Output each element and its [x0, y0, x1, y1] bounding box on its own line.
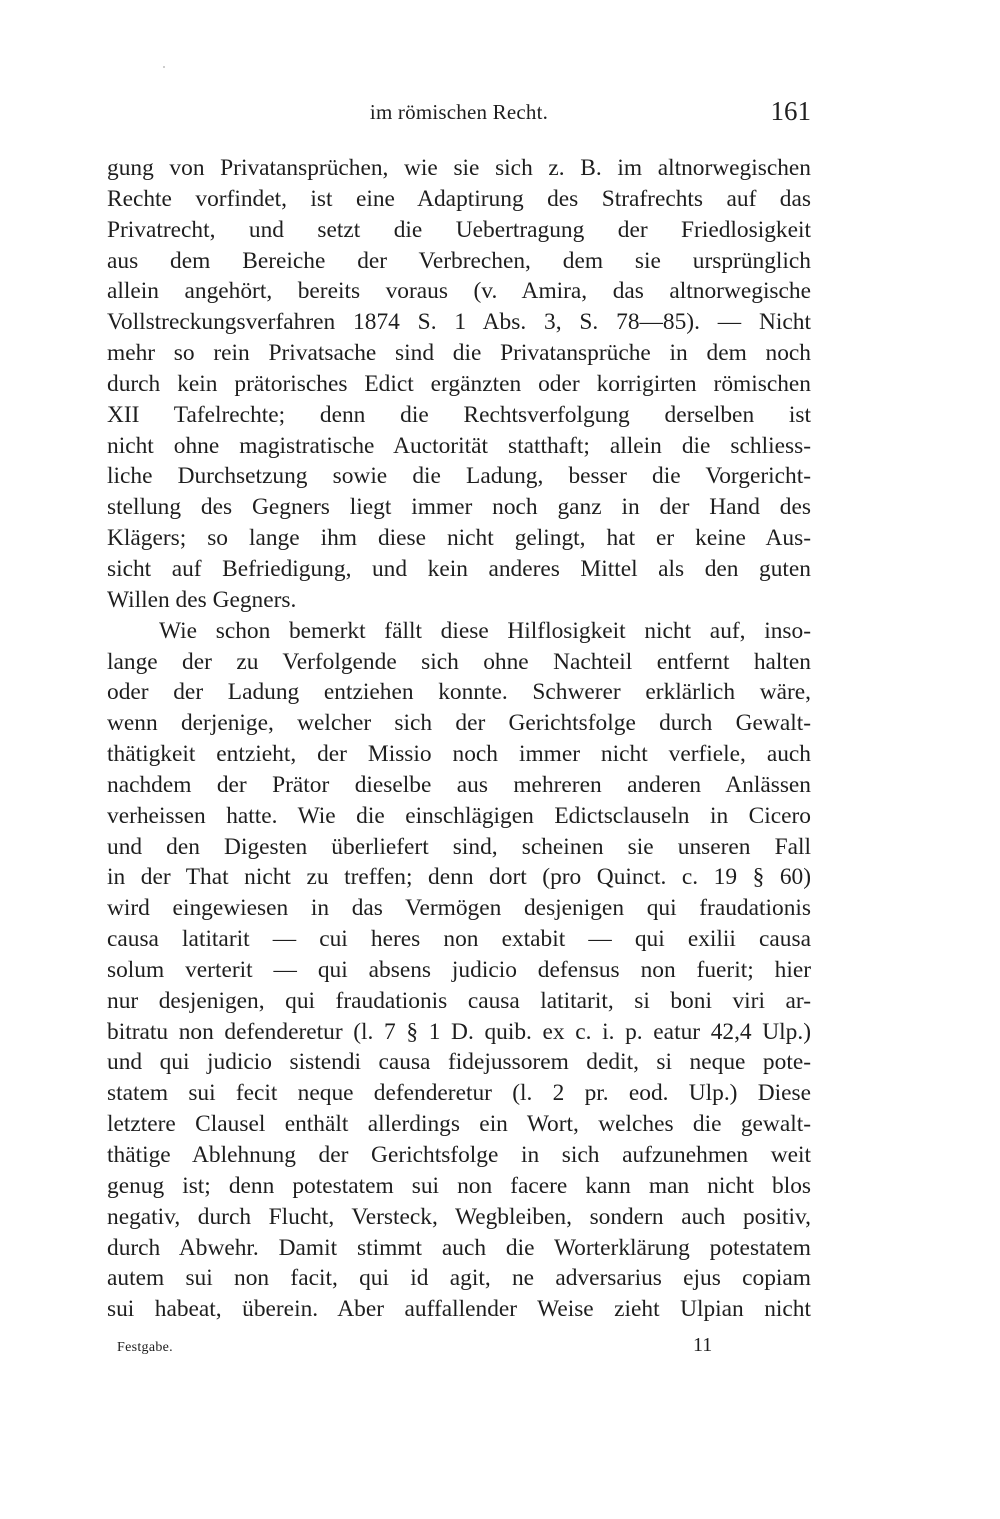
text-line: genug ist; denn potestatem sui non facere kann man nicht blos — [107, 1172, 811, 1199]
page-number: 161 — [770, 96, 811, 126]
text-line: mehr so rein Privatsache sind die Privatansprüche in dem noch — [107, 340, 811, 367]
text-line: thätigkeit entzieht, der Missio noch immer nicht verfiele, auch — [107, 741, 811, 768]
text-line: causa latitarit — cui heres non extabit — qui exilii causa — [107, 926, 811, 953]
text-line: Vollstreckungsverfahren 1874 S. 1 Abs. 3, S. 78—85). — Nicht — [107, 309, 811, 336]
text-line: bitratu non defenderetur (l. 7 § 1 D. quib. ex c. i. p. eatur 42,4 Ulp.) — [107, 1018, 811, 1045]
running-header — [107, 96, 811, 136]
text-line: stellung des Gegners liegt immer noch ganz in der Hand des — [107, 494, 811, 521]
page-footer — [117, 1334, 717, 1364]
text-line: thätige Ablehnung der Gerichtsfolge in sich aufzunehmen weit — [107, 1142, 811, 1168]
text-line: nicht ohne magistratische Auctorität statthaft; allein die schliess- — [107, 432, 811, 459]
text-line: nur desjenigen, qui fraudationis causa latitarit, si boni viri ar- — [107, 987, 811, 1014]
text-line: Rechte vorfindet, ist eine Adaptirung des Strafrechts auf das — [107, 185, 811, 212]
text-line: und qui judicio sistendi causa fidejussorem dedit, si neque pote- — [107, 1049, 811, 1076]
text-line: und den Digesten überliefert sind, scheinen sie unseren Fall — [107, 833, 811, 860]
text-line: statem sui fecit neque defenderetur (l. 2 pr. eod. Ulp.) Diese — [107, 1080, 811, 1107]
text-line: wird eingewiesen in das Vermögen desjenigen qui fraudationis — [107, 895, 811, 922]
text-line: Klägers; so lange ihm diese nicht gelingt, hat er keine Aus- — [107, 525, 811, 552]
scan-speck — [163, 66, 165, 68]
text-line: letztere Clausel enthält allerdings ein Wort, welches die gewalt- — [107, 1111, 811, 1138]
text-line: sui habeat, überein. Aber auffallender Weise zieht Ulpian nicht — [107, 1296, 811, 1323]
text-line: nachdem der Prätor dieselbe aus mehreren anderen Anlässen — [107, 771, 811, 798]
text-line: lange der zu Verfolgende sich ohne Nachteil entfernt halten — [107, 648, 811, 675]
text-line: aus dem Bereiche der Verbrechen, dem sie ursprünglich — [107, 247, 811, 274]
text-line: durch kein prätorisches Edict ergänzten oder korrigirten römischen — [107, 370, 811, 397]
text-line: negativ, durch Flucht, Versteck, Wegbleiben, sondern auch positiv, — [107, 1203, 811, 1230]
text-line: solum verterit — qui absens judicio defensus non fuerit; hier — [107, 956, 811, 983]
text-line: oder der Ladung entziehen konnte. Schwerer erklärlich wäre, — [107, 679, 811, 706]
text-line: wenn derjenige, welcher sich der Gerichtsfolge durch Gewalt- — [107, 710, 811, 737]
text-line: verheissen hatte. Wie die einschlägigen Edictsclauseln in Cicero — [107, 802, 811, 829]
printer-signature: Festgabe. — [117, 1340, 173, 1355]
text-line: liche Durchsetzung sowie die Ladung, besser die Vorgericht- — [107, 463, 811, 490]
text-line: XII Tafelrechte; denn die Rechtsverfolgung derselben ist — [107, 401, 811, 428]
text-line: in der That nicht zu treffen; denn dort (pro Quinct. c. 19 § 60) — [107, 864, 811, 891]
running-title: im römischen Recht. — [369, 100, 549, 124]
body-text — [107, 153, 811, 1325]
sheet-signature-mark: 11 — [693, 1334, 713, 1356]
text-line: Willen des Gegners. — [107, 586, 297, 613]
paragraph — [107, 616, 811, 1325]
text-line: autem sui non facit, qui id agit, ne adversarius ejus copiam — [107, 1265, 811, 1292]
text-line: gung von Privatansprüchen, wie sie sich z. B. im altnorwegischen — [107, 155, 811, 181]
text-line: durch Abwehr. Damit stimmt auch die Worterklärung potestatem — [107, 1234, 811, 1261]
text-line: Privatrecht, und setzt die Uebertragung der Friedlosigkeit — [107, 216, 811, 243]
text-line: sicht auf Befriedigung, und kein anderes Mittel als den guten — [107, 555, 811, 582]
text-line: allein angehört, bereits voraus (v. Amira, das altnorwegische — [107, 278, 811, 305]
text-line: Wie schon bemerkt fällt diese Hilflosigkeit nicht auf, inso- — [159, 617, 811, 644]
paragraph-continuation — [107, 153, 811, 616]
